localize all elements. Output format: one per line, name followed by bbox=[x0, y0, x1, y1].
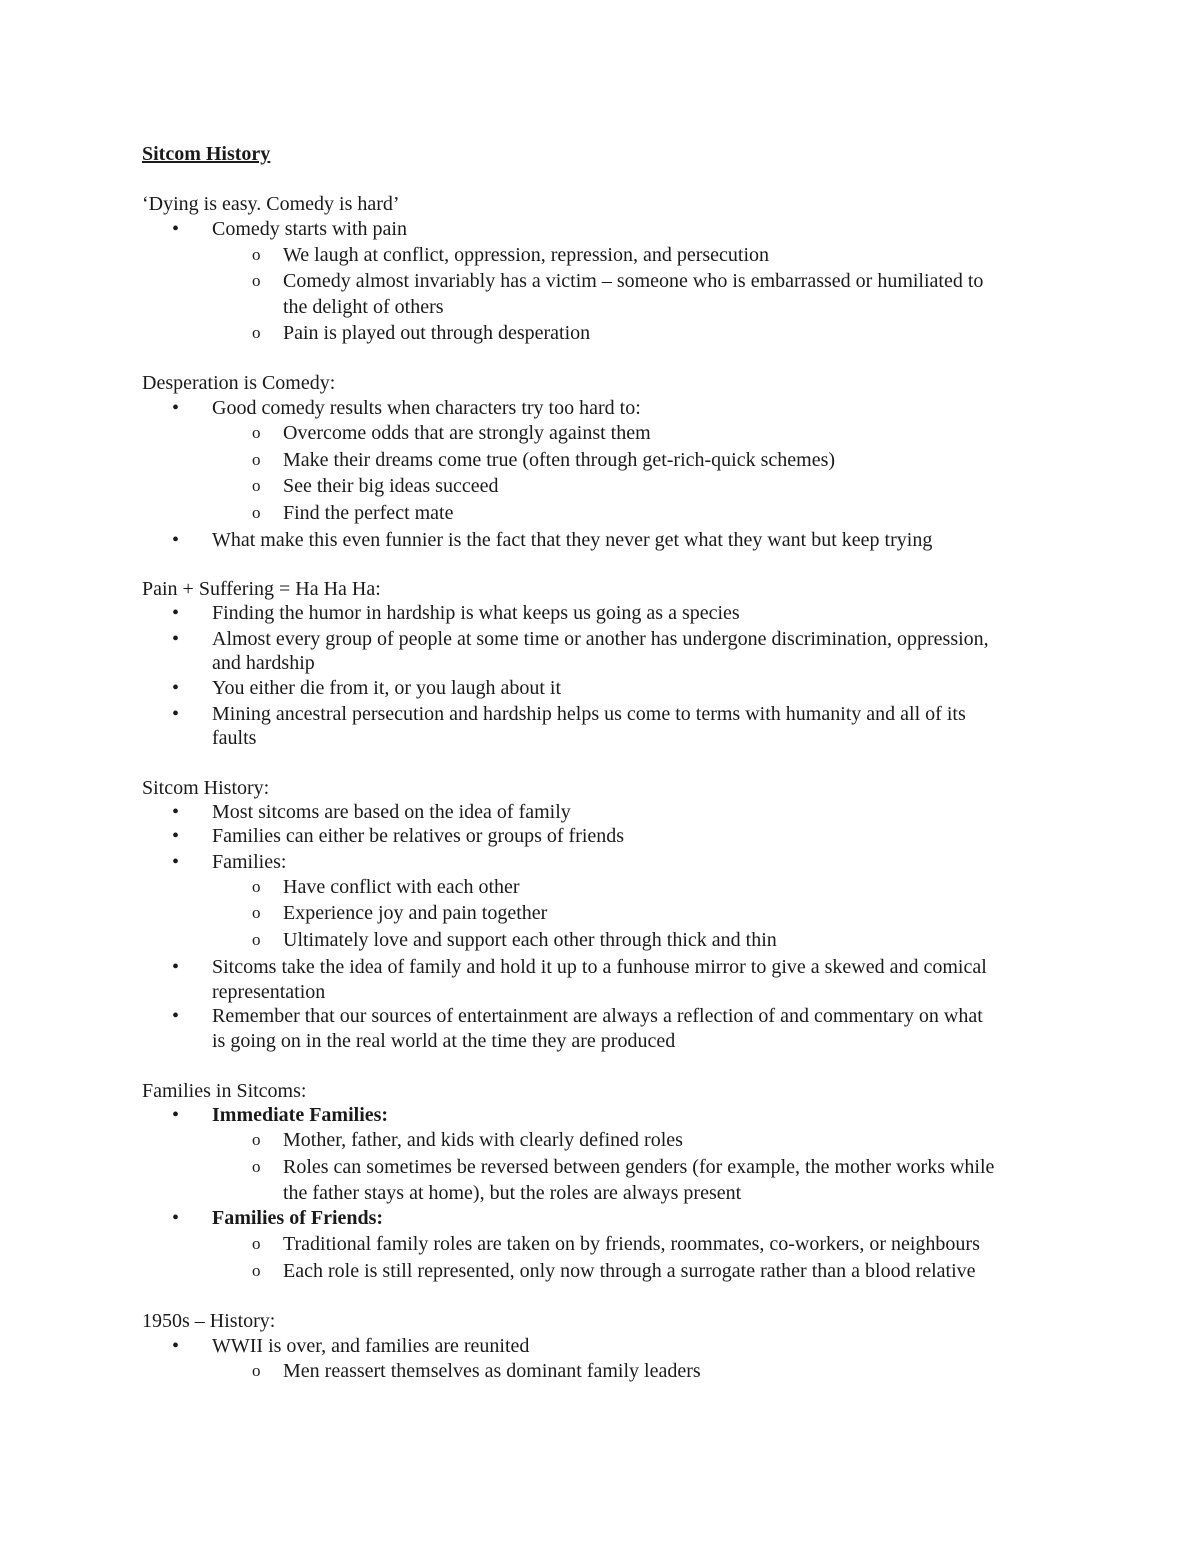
bullet-icon: • bbox=[172, 1335, 180, 1357]
list-item: Families can either be relatives or groups of friends bbox=[212, 825, 625, 847]
sub-bullet-icon: o bbox=[252, 877, 261, 896]
sub-list-item-continuation: the father stays at home), but the roles are always present bbox=[283, 1182, 742, 1204]
sub-list-item: Roles can sometimes be reversed between genders (for example, the mother works while bbox=[283, 1156, 995, 1178]
list-item-continuation: is going on in the real world at the time they are produced bbox=[212, 1030, 676, 1052]
sub-list-item: Each role is still represented, only now through a surrogate rather than a blood relative bbox=[283, 1260, 976, 1282]
bullet-icon: • bbox=[172, 602, 180, 624]
sub-bullet-icon: o bbox=[252, 903, 261, 922]
sub-bullet-icon: o bbox=[252, 1261, 261, 1280]
bullet-icon: • bbox=[172, 956, 180, 978]
list-item: Most sitcoms are based on the idea of family bbox=[212, 801, 571, 823]
list-item: Mining ancestral persecution and hardship helps us come to terms with humanity and all of its bbox=[212, 703, 966, 725]
list-item: Sitcoms take the idea of family and hold it up to a funhouse mirror to give a skewed and comical bbox=[212, 956, 987, 978]
list-item-continuation: faults bbox=[212, 727, 257, 749]
list-item-continuation: representation bbox=[212, 981, 326, 1003]
document-title: Sitcom History bbox=[142, 143, 271, 165]
sub-bullet-icon: o bbox=[252, 1234, 261, 1253]
sub-list-item: Overcome odds that are strongly against them bbox=[283, 422, 651, 444]
sub-list-item: We laugh at conflict, oppression, repression, and persecution bbox=[283, 244, 770, 266]
sub-list-item: Men reassert themselves as dominant family leaders bbox=[283, 1360, 701, 1382]
bullet-icon: • bbox=[172, 825, 180, 847]
section-heading: Sitcom History: bbox=[142, 777, 270, 799]
bullet-icon: • bbox=[172, 851, 180, 873]
list-item-bold: Families of Friends: bbox=[212, 1207, 384, 1229]
sub-list-item: See their big ideas succeed bbox=[283, 475, 499, 497]
bullet-icon: • bbox=[172, 1104, 180, 1126]
sub-bullet-icon: o bbox=[252, 271, 261, 290]
section-heading: Pain + Suffering = Ha Ha Ha: bbox=[142, 578, 381, 600]
sub-bullet-icon: o bbox=[252, 503, 261, 522]
sub-bullet-icon: o bbox=[252, 1361, 261, 1380]
sub-list-item: Pain is played out through desperation bbox=[283, 322, 591, 344]
list-item-continuation: and hardship bbox=[212, 652, 315, 674]
bullet-icon: • bbox=[172, 397, 180, 419]
list-item: What make this even funnier is the fact that they never get what they want but keep trying bbox=[212, 529, 933, 551]
list-item: Families: bbox=[212, 851, 287, 873]
sub-bullet-icon: o bbox=[252, 245, 261, 264]
bullet-icon: • bbox=[172, 1005, 180, 1027]
list-item-bold: Immediate Families: bbox=[212, 1104, 389, 1126]
bullet-icon: • bbox=[172, 218, 180, 240]
sub-list-item: Comedy almost invariably has a victim – someone who is embarrassed or humiliated to bbox=[283, 270, 984, 292]
sub-bullet-icon: o bbox=[252, 423, 261, 442]
sub-list-item-continuation: the delight of others bbox=[283, 296, 444, 318]
sub-list-item: Make their dreams come true (often through get-rich-quick schemes) bbox=[283, 449, 836, 471]
sub-bullet-icon: o bbox=[252, 1130, 261, 1149]
list-item: Almost every group of people at some time or another has undergone discrimination, oppression, bbox=[212, 628, 989, 650]
sub-bullet-icon: o bbox=[252, 476, 261, 495]
bullet-icon: • bbox=[172, 1207, 180, 1229]
sub-list-item: Ultimately love and support each other through thick and thin bbox=[283, 929, 777, 951]
list-item: Finding the humor in hardship is what keeps us going as a species bbox=[212, 602, 740, 624]
sub-list-item: Traditional family roles are taken on by friends, roommates, co-workers, or neighbours bbox=[283, 1233, 980, 1255]
sub-bullet-icon: o bbox=[252, 323, 261, 342]
section-heading: ‘Dying is easy. Comedy is hard’ bbox=[142, 193, 400, 215]
sub-bullet-icon: o bbox=[252, 1157, 261, 1176]
section-heading: Desperation is Comedy: bbox=[142, 372, 336, 394]
list-item: Comedy starts with pain bbox=[212, 218, 407, 240]
bullet-icon: • bbox=[172, 703, 180, 725]
sub-list-item: Find the perfect mate bbox=[283, 502, 454, 524]
list-item: Remember that our sources of entertainment are always a reflection of and commentary on what bbox=[212, 1005, 983, 1027]
bullet-icon: • bbox=[172, 529, 180, 551]
bullet-icon: • bbox=[172, 801, 180, 823]
bullet-icon: • bbox=[172, 628, 180, 650]
sub-bullet-icon: o bbox=[252, 450, 261, 469]
bullet-icon: • bbox=[172, 677, 180, 699]
sub-bullet-icon: o bbox=[252, 930, 261, 949]
sub-list-item: Have conflict with each other bbox=[283, 876, 520, 898]
section-heading: 1950s – History: bbox=[142, 1310, 276, 1332]
list-item: Good comedy results when characters try too hard to: bbox=[212, 397, 641, 419]
list-item: WWII is over, and families are reunited bbox=[212, 1335, 530, 1357]
sub-list-item: Experience joy and pain together bbox=[283, 902, 548, 924]
sub-list-item: Mother, father, and kids with clearly defined roles bbox=[283, 1129, 683, 1151]
section-heading: Families in Sitcoms: bbox=[142, 1080, 307, 1102]
list-item: You either die from it, or you laugh about it bbox=[212, 677, 562, 699]
